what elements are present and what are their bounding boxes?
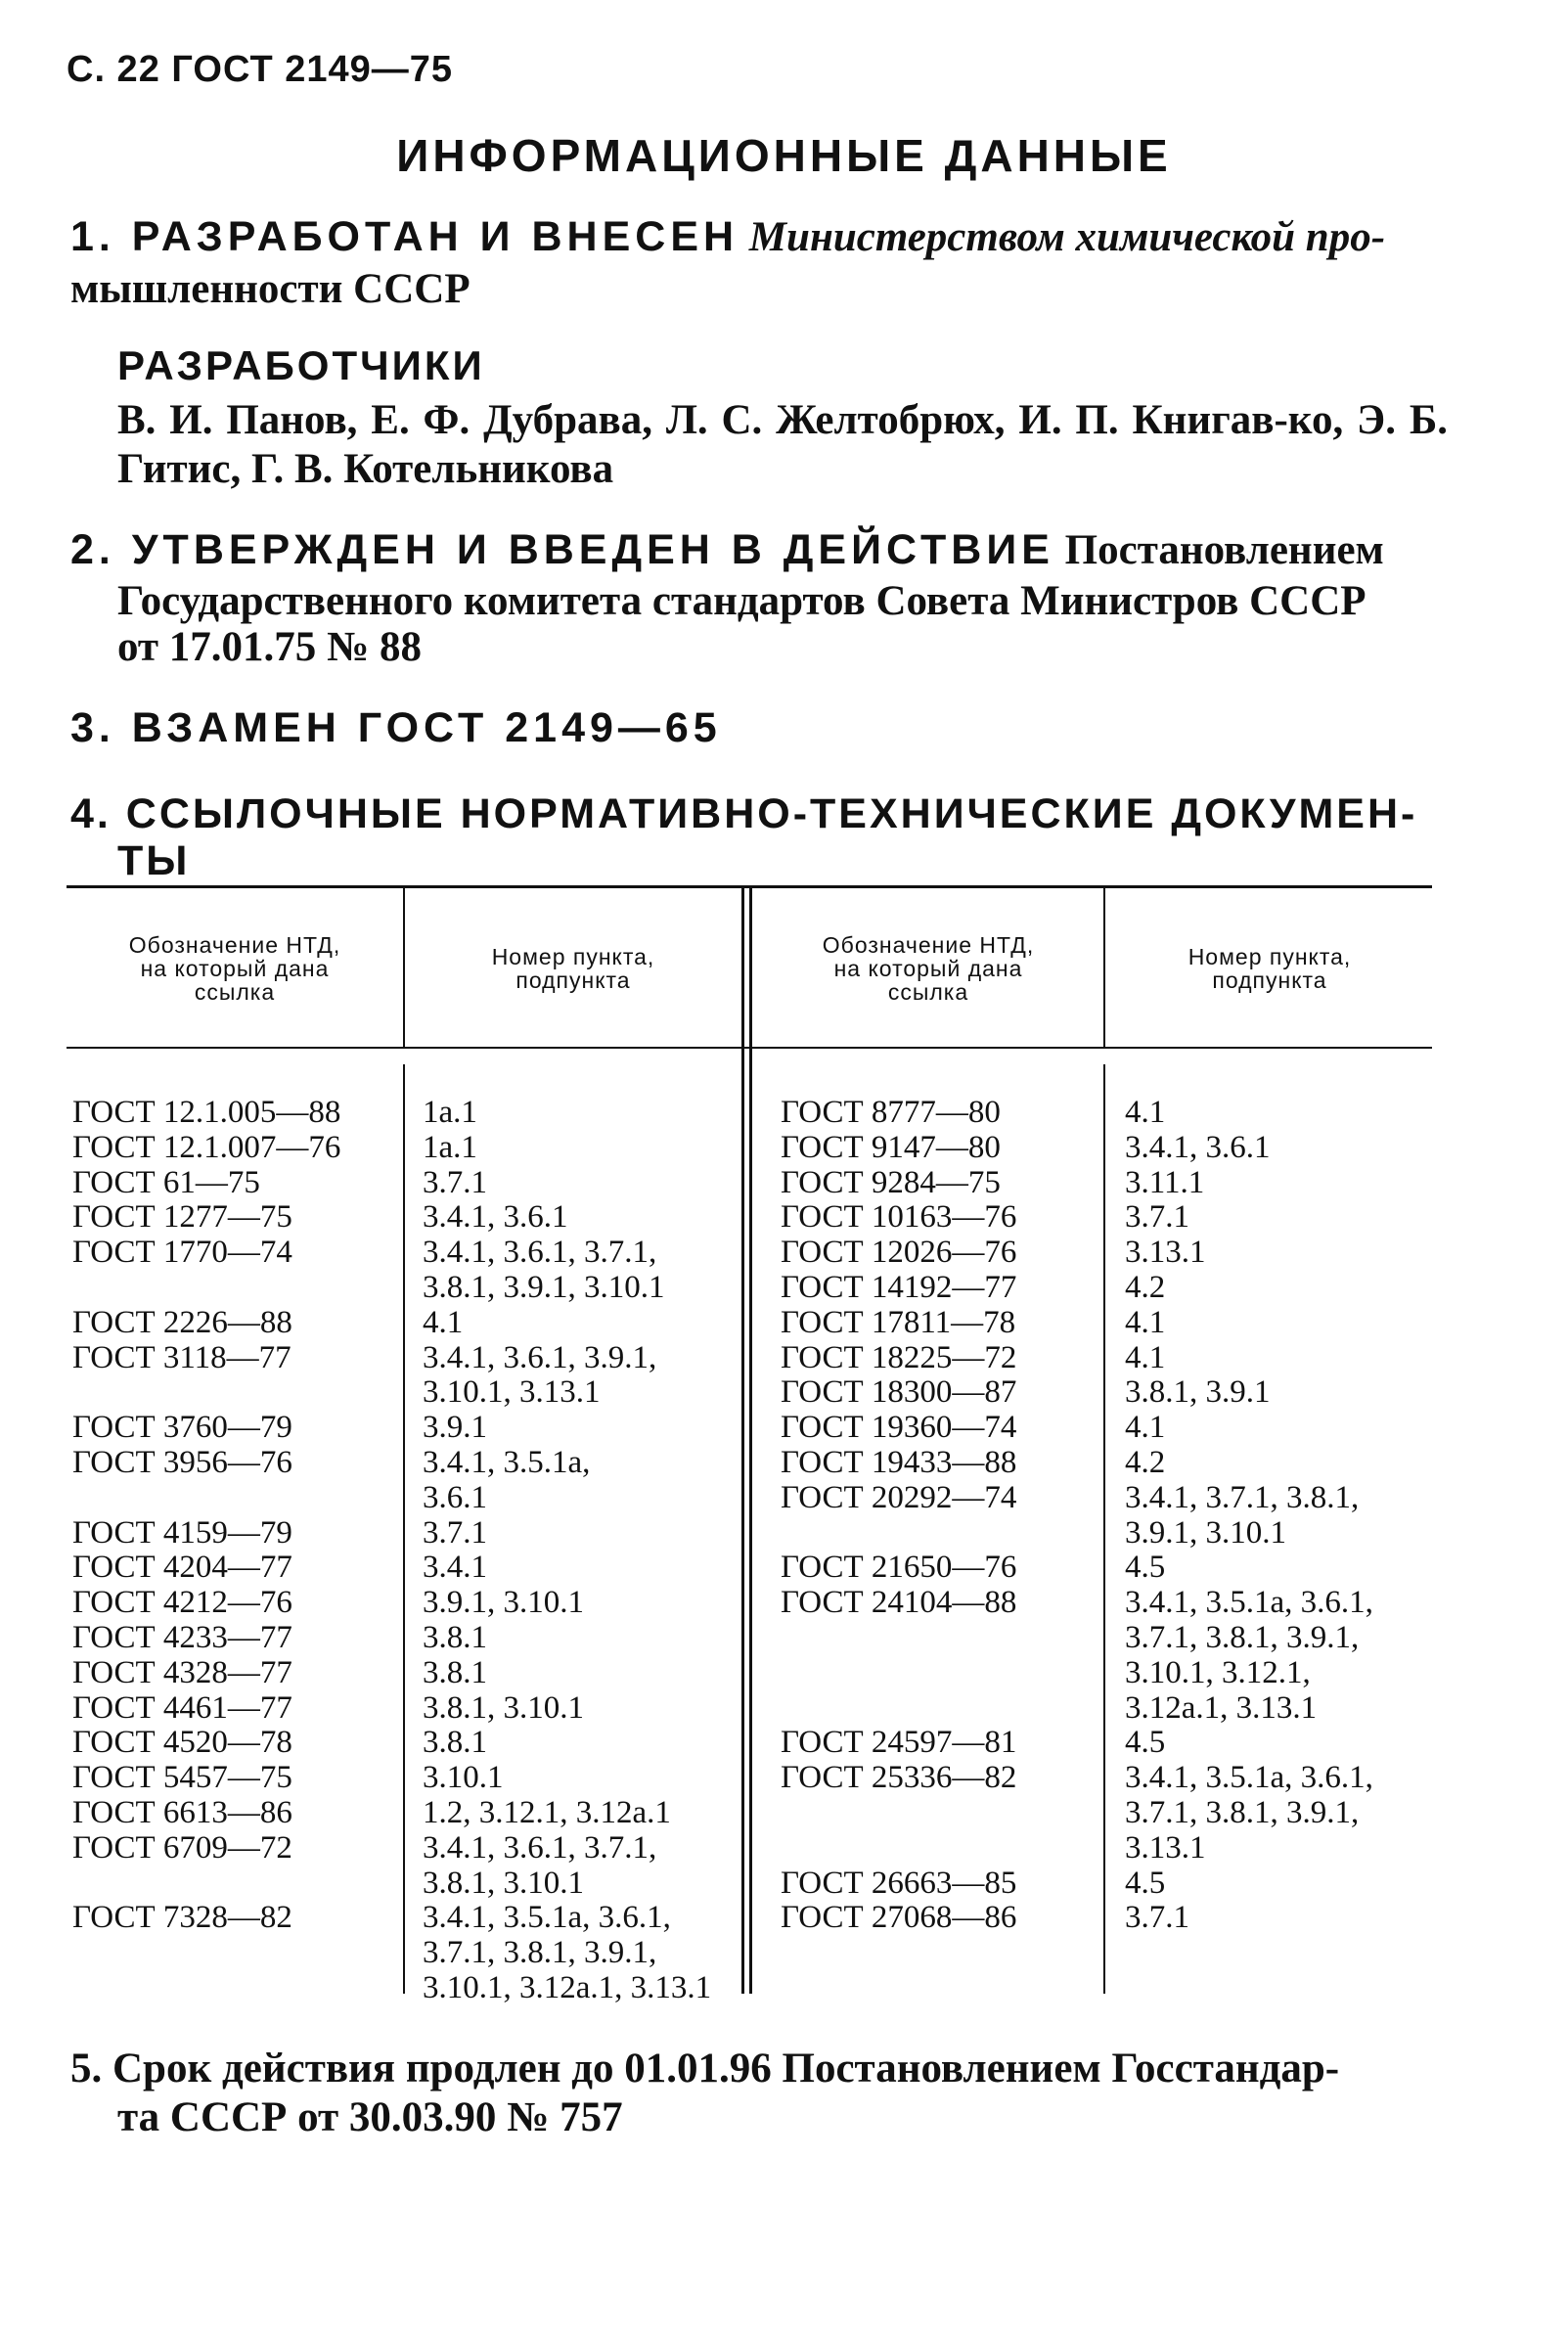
table-cell-ntd: ГОСТ 18225—72 [781, 1339, 1017, 1375]
table-col-divider [1103, 888, 1105, 1047]
table-cell-ntd [781, 1516, 1099, 1552]
table-double-divider [749, 888, 752, 1994]
table-col-divider [403, 888, 405, 1047]
table-cell-ntd: ГОСТ 24104—88 [781, 1585, 1017, 1621]
table-cell-points: 3.8.1, 3.10.1 [423, 1865, 584, 1901]
table-cell-points: 3.4.1, 3.6.1, 3.7.1, [423, 1829, 657, 1866]
table-cell-points: 3.4.1, 3.6.1, 3.9.1, [423, 1339, 657, 1375]
table-cell-points: 4.2 [1125, 1444, 1166, 1480]
table-cell-ntd: ГОСТ 4212—76 [72, 1585, 292, 1621]
table-cell-points: 4.5 [1125, 1550, 1166, 1586]
table-cell-ntd: ГОСТ 25336—82 [781, 1760, 1017, 1796]
table-cell-ntd [72, 1867, 401, 1902]
section-2-text: Постановлением [1064, 527, 1384, 573]
table-column-ntd-right [781, 1096, 1099, 1936]
table-cell-ntd: ГОСТ 20292—74 [781, 1479, 1017, 1515]
table-cell-ntd: ГОСТ 12.1.005—88 [72, 1095, 341, 1130]
table-cell-points: 3.8.1, 3.9.1, 3.10.1 [423, 1269, 665, 1305]
table-cell-points: 3.10.1, 3.12.1, [1125, 1654, 1311, 1690]
table-cell-ntd [72, 1375, 401, 1411]
section-2-line3: от 17.01.75 № 88 [117, 624, 423, 670]
table-cell-points: 3.4.1, 3.6.1 [1125, 1129, 1271, 1165]
table-header-ntd-right: Обозначение НТД, на который дана ссылка [822, 932, 1035, 1005]
table-cell-points: 3.9.1, 3.10.1 [1125, 1514, 1286, 1551]
page-header: С. 22 ГОСТ 2149—75 [67, 49, 454, 90]
table-column-points-right [1125, 1096, 1438, 1936]
table-cell-ntd: ГОСТ 8777—80 [781, 1095, 1001, 1130]
table-cell-points: 3.10.1, 3.12а.1, 3.13.1 [423, 1969, 712, 2005]
table-cell-points: 3.4.1, 3.5.1а, [423, 1444, 591, 1480]
table-cell-ntd: ГОСТ 6709—72 [72, 1829, 292, 1866]
table-cell-points: 3.4.1, 3.6.1, 3.7.1, [423, 1235, 657, 1271]
table-cell-ntd [72, 1481, 401, 1516]
table-cell-ntd: ГОСТ 5457—75 [72, 1760, 292, 1796]
table-cell-points: 4.1 [1125, 1339, 1166, 1375]
table-cell-points: 3.10.1 [423, 1760, 504, 1796]
table-cell-points: 1.2, 3.12.1, 3.12а.1 [423, 1794, 671, 1830]
table-cell-ntd: ГОСТ 21650—76 [781, 1550, 1017, 1586]
table-cell-ntd: ГОСТ 12.1.007—76 [72, 1129, 341, 1165]
table-cell-points: 3.13.1 [1125, 1829, 1206, 1866]
table-cell-points: 3.9.1 [423, 1410, 487, 1446]
table-cell-points: 3.8.1 [423, 1725, 487, 1761]
table-cell-points: 3.7.1, 3.8.1, 3.9.1, [423, 1935, 657, 1971]
table-header-points-left: Номер пункта, подпункта [491, 944, 655, 993]
table-cell-points: 3.4.1, 3.6.1 [423, 1199, 568, 1236]
table-cell-points: 4.1 [1125, 1095, 1166, 1130]
developers-heading: РАЗРАБОТЧИКИ [117, 342, 485, 388]
section-4: 4. ССЫЛОЧНЫЕ НОРМАТИВНО-ТЕХНИЧЕСКИЕ ДОКУМЕН- [70, 790, 1418, 837]
table-cell-points: 3.4.1, 3.5.1а, 3.6.1, [1125, 1585, 1373, 1621]
table-cell-ntd: ГОСТ 18300—87 [781, 1374, 1017, 1411]
table-col-divider [1103, 1064, 1105, 1994]
table-cell-points: 3.11.1 [1125, 1164, 1205, 1200]
table-cell-ntd: ГОСТ 1277—75 [72, 1199, 292, 1236]
section-5-line1: 5. Срок действия продлен до 01.01.96 Постановлением Госстандар- [70, 2046, 1340, 2092]
table-cell-ntd [72, 1936, 401, 1971]
table-cell-ntd: ГОСТ 1770—74 [72, 1235, 292, 1271]
table-cell-points: 1а.1 [423, 1129, 477, 1165]
table-cell-points: 3.10.1, 3.13.1 [423, 1374, 601, 1411]
table-cell-ntd [781, 1796, 1099, 1831]
table-cell-ntd: ГОСТ 14192—77 [781, 1269, 1017, 1305]
table-cell-ntd: ГОСТ 7328—82 [72, 1900, 292, 1936]
section-5-line2: та СССР от 30.03.90 № 757 [117, 2094, 623, 2140]
table-cell-ntd: ГОСТ 4233—77 [72, 1619, 292, 1655]
table-cell-points: 3.7.1, 3.8.1, 3.9.1, [1125, 1794, 1360, 1830]
table-cell-points: 3.12а.1, 3.13.1 [1125, 1689, 1318, 1726]
table-cell-points: 4.5 [1125, 1865, 1166, 1901]
table-cell-points: 3.4.1, 3.5.1а, 3.6.1, [1125, 1760, 1373, 1796]
table-header-ntd-left: Обозначение НТД, на который дана ссылка [128, 932, 341, 1005]
table-double-divider [741, 888, 744, 1994]
table-cell-ntd: ГОСТ 27068—86 [781, 1900, 1017, 1936]
table-cell-ntd: ГОСТ 17811—78 [781, 1304, 1016, 1340]
table-cell-ntd: ГОСТ 24597—81 [781, 1725, 1017, 1761]
table-cell-ntd: ГОСТ 3760—79 [72, 1410, 292, 1446]
table-cell-ntd: ГОСТ 4204—77 [72, 1550, 292, 1586]
table-cell-ntd: ГОСТ 26663—85 [781, 1865, 1017, 1901]
table-cell-points: 4.1 [1125, 1410, 1166, 1446]
section-1-label: 1. РАЗРАБОТАН И ВНЕСЕН [70, 213, 739, 260]
page-title: ИНФОРМАЦИОННЫЕ ДАННЫЕ [396, 130, 1172, 181]
table-cell-ntd: ГОСТ 4461—77 [72, 1689, 292, 1726]
table-cell-points: 3.7.1 [1125, 1199, 1189, 1236]
table-cell-ntd: ГОСТ 12026—76 [781, 1235, 1017, 1271]
table-cell-ntd: ГОСТ 61—75 [72, 1164, 260, 1200]
table-cell-points: 3.4.1, 3.5.1а, 3.6.1, [423, 1900, 671, 1936]
table-cell-points: 4.1 [423, 1304, 464, 1340]
table-cell-points: 3.13.1 [1125, 1235, 1206, 1271]
section-5 [70, 2045, 1459, 2142]
table-cell-ntd: ГОСТ 6613—86 [72, 1794, 292, 1830]
table-cell-points: 3.4.1, 3.7.1, 3.8.1, [1125, 1479, 1360, 1515]
table-cell-points: 3.7.1 [1125, 1900, 1189, 1936]
table-cell-ntd [781, 1831, 1099, 1867]
table-cell-points: 4.5 [1125, 1725, 1166, 1761]
table-cell-points: 3.8.1 [423, 1619, 487, 1655]
table-cell-points: 3.8.1 [423, 1654, 487, 1690]
table-cell-ntd [72, 1271, 401, 1306]
table-cell-ntd: ГОСТ 4520—78 [72, 1725, 292, 1761]
table-cell-points: 3.4.1 [423, 1550, 487, 1586]
table-cell-points: 3.7.1, 3.8.1, 3.9.1, [1125, 1619, 1360, 1655]
section-2-line2: Государственного комитета стандартов Совета Министров СССР [117, 578, 1366, 624]
table-cell-ntd: ГОСТ 10163—76 [781, 1199, 1017, 1236]
table-cell-points: 3.7.1 [423, 1164, 487, 1200]
section-2-label: 2. УТВЕРЖДЕН И ВВЕДЕН В ДЕЙСТВИЕ [70, 526, 1054, 573]
table-cell-ntd: ГОСТ 3956—76 [72, 1444, 292, 1480]
table-cell-ntd [781, 1621, 1099, 1656]
section-1-text-cont: мышленности СССР [70, 266, 470, 312]
table-cell-ntd: ГОСТ 19433—88 [781, 1444, 1017, 1480]
section-3: 3. ВЗАМЕН ГОСТ 2149—65 [70, 704, 722, 751]
table-cell-points: 3.9.1, 3.10.1 [423, 1585, 584, 1621]
table-cell-ntd: ГОСТ 9284—75 [781, 1164, 1001, 1200]
section-4-cont: ТЫ [117, 837, 191, 884]
table-cell-ntd: ГОСТ 3118—77 [72, 1339, 291, 1375]
section-1-text: Министерством химической про- [748, 214, 1386, 260]
table-cell-ntd: ГОСТ 9147—80 [781, 1129, 1001, 1165]
table-cell-ntd [72, 1971, 401, 2006]
section-1 [70, 213, 1440, 261]
table-cell-points: 3.7.1 [423, 1514, 487, 1551]
table-cell-points: 4.1 [1125, 1304, 1166, 1340]
table-cell-ntd [781, 1656, 1099, 1691]
table-header-points-right: Номер пункта, подпункта [1187, 944, 1352, 993]
developers-list: В. И. Панов, Е. Ф. Дубрава, Л. С. Желтобрюх, И. П. Книгав-ко, Э. Б. Гитис, Г. В. Котельникова [117, 397, 1448, 492]
table-cell-ntd: ГОСТ 19360—74 [781, 1410, 1017, 1446]
table-cell-points: 4.2 [1125, 1269, 1166, 1305]
table-cell-points: 3.8.1, 3.10.1 [423, 1689, 584, 1726]
table-column-points-left [423, 1096, 739, 2006]
table-column-ntd-left [72, 1096, 401, 2006]
table-cell-points: 1а.1 [423, 1095, 477, 1130]
table-cell-points: 3.6.1 [423, 1479, 487, 1515]
table-cell-ntd: ГОСТ 4159—79 [72, 1514, 292, 1551]
table-cell-ntd: ГОСТ 4328—77 [72, 1654, 292, 1690]
table-cell-ntd: ГОСТ 2226—88 [72, 1304, 292, 1340]
table-cell-points: 3.8.1, 3.9.1 [1125, 1374, 1271, 1411]
table-cell-ntd [781, 1691, 1099, 1727]
table-col-divider [403, 1064, 405, 1994]
section-2 [70, 526, 1440, 574]
